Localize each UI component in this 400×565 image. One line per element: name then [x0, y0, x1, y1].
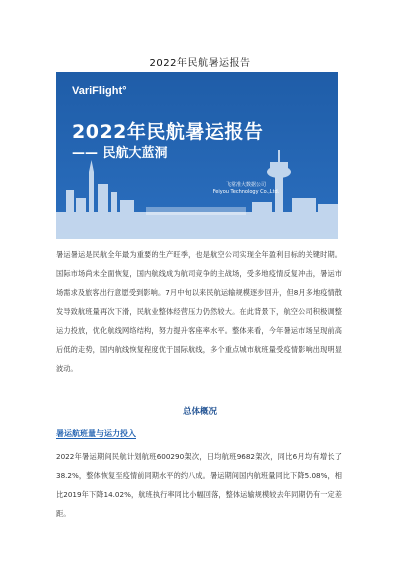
page-title: 2022年民航暑运报告	[149, 58, 251, 69]
cover-report-subtitle: —— 民航大蓝洞	[72, 146, 168, 161]
company-name-cn: 飞常准大数据公司	[225, 182, 266, 188]
section-heading-overview: 总体概况	[182, 407, 217, 417]
variflight-logo: VariFlight°	[72, 85, 127, 97]
cover-report-title: 2022年民航暑运报告	[72, 121, 264, 143]
intro-paragraph: 暑运暑运是民航全年最为重要的生产旺季，也是航空公司实现全年盈利目标的关键时期。国际市场尚未全面恢复，国内航线成为航司竞争的主战场，受多地疫情反复冲击，暑运市场需求及旅客出行意愿受到影响。7月中旬以来民航运输规模逐步回升，但8月多地疫情散发导致航班量再次下滑，民航业整体经营压力仍然较大。在此背景下，航空公司积极调整运力投放，优化航线网络结构，努力提升客座率水平。整体来看，今年暑运市场呈现前高后低的走势，国内航线恢复程度优于国际航线，多个重点城市航班量受疫情影响出现明显波动。	[56, 250, 342, 373]
report-cover-image	[56, 72, 338, 239]
cover-company-name	[206, 182, 286, 196]
subheading-flight-volume[interactable]: 暑运航班量与运力投入	[56, 429, 136, 438]
overview-paragraph: 2022年暑运期间民航计划航班600290架次，日均航班9682架次，同比6月均有增长了38.2%，整体恢复至疫情前同期水平的约八成。暑运期间国内航班量同比下降5.08%，相比2019年下降14.02%，航班执行率同比小幅回落，整体运输规模较去年同期仍有一定差距。	[56, 452, 342, 518]
company-name-en: Feiyou Technology Co.,Ltd.	[212, 189, 280, 195]
